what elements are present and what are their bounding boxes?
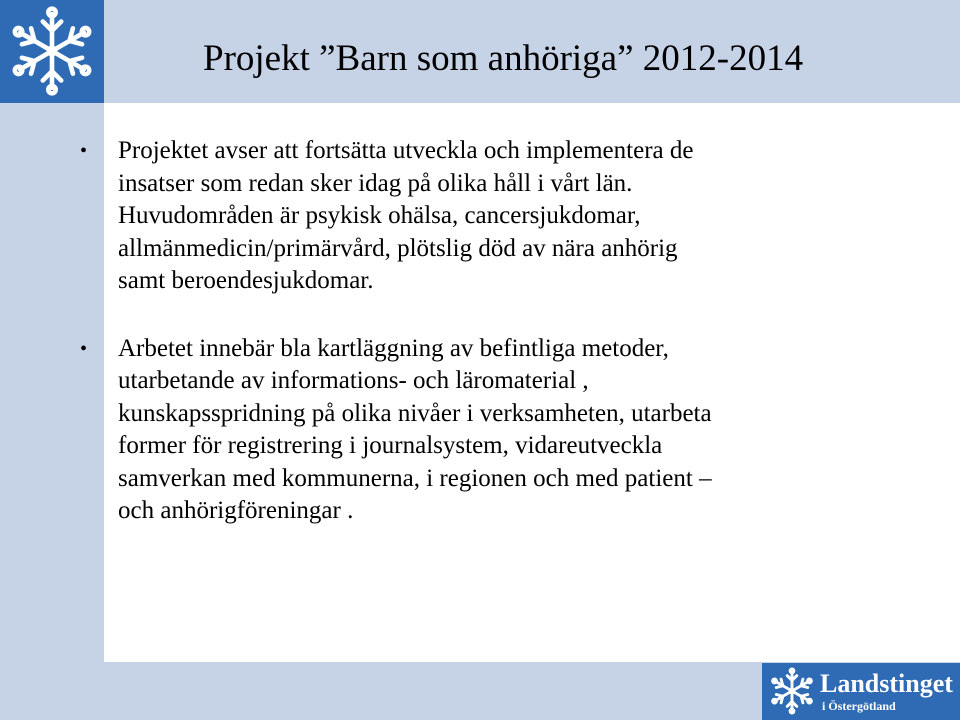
bullet-line: allmänmedicin/primärvård, plötslig död av nära anhörig: [118, 234, 678, 262]
bullet-dot-icon: •: [80, 140, 88, 162]
footer-logo-name: Landstinget: [820, 669, 953, 698]
bullet-line: kunskapsspridning på olika nivåer i verksamheten, utarbeta: [118, 399, 712, 427]
bullet-line: Projektet avser att fortsätta utveckla och implementera de: [118, 137, 694, 164]
bullet-text: [118, 333, 900, 528]
bullet-line: former för registrering i journalsystem, vidareutveckla: [118, 432, 663, 459]
bullet-item: [80, 333, 900, 528]
bullet-dot-icon: •: [80, 337, 88, 360]
bullet-list: [80, 135, 900, 528]
bullet-line: insatser som redan sker idag på olika håll i vårt län.: [118, 169, 633, 197]
bullet-line: samt beroendesjukdomar.: [118, 267, 374, 294]
bullet-text: [118, 135, 900, 298]
bullet-line: och anhörigföreningar .: [118, 497, 354, 524]
bullet-line: Huvudområden är psykisk ohälsa, cancersjukdomar,: [118, 202, 641, 229]
snowflake-flower-icon: [768, 667, 816, 715]
bullet-item: [80, 135, 900, 298]
bullet-line: Arbetet innebär bla kartläggning av befintliga metoder,: [118, 334, 669, 362]
bullet-line: utarbetande av informations- och läromaterial ,: [118, 367, 589, 394]
bullet-line: samverkan med kommunerna, i regionen och med patient –: [118, 464, 712, 492]
footer-logo: [762, 663, 960, 720]
header-logo: [0, 0, 104, 103]
footer-logo-subtitle: i Östergötland: [822, 699, 896, 713]
slide-title: Projekt ”Barn som anhöriga” 2012-2014: [203, 38, 804, 79]
snowflake-flower-icon: [6, 5, 98, 97]
